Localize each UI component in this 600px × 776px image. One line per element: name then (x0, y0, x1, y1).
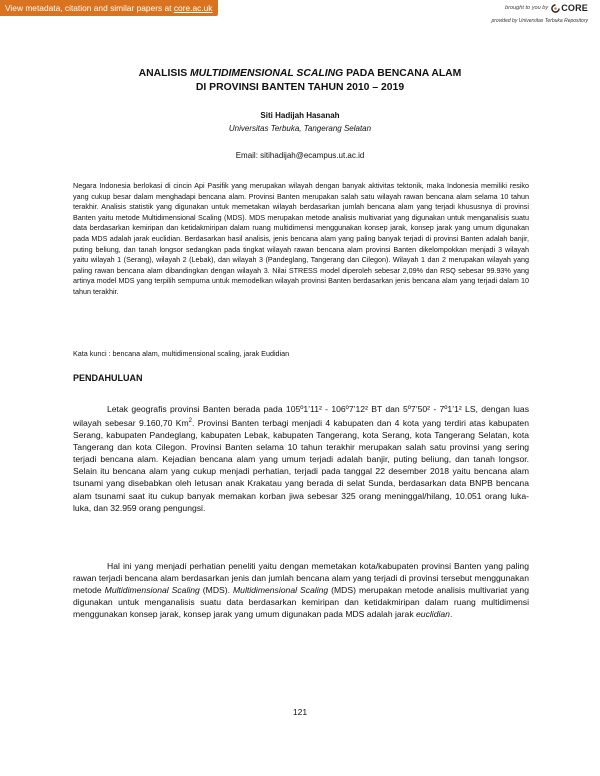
core-logo-icon (551, 4, 560, 13)
keywords: Kata kunci : bencana alam, multidimensional scaling, jarak Eudidian (73, 349, 290, 358)
core-brought-by[interactable] (505, 3, 588, 13)
author-affiliation: Universitas Terbuka, Tangerang Selatan (228, 124, 372, 133)
brought-by-label: brought to you by (504, 5, 549, 11)
section-heading: PENDAHULUAN (73, 373, 143, 383)
core-brand: CORE (561, 3, 588, 13)
core-banner (0, 0, 600, 24)
intro-paragraph-1: Letak geografis provinsi Banten berada pada 105º1’11² - 106º7’12² BT dan 5º7’50² - 7º1’1² LS, dengan luas wilayah sebesar 9.160,70 Km$^2$. Provinsi Banten terbagi menjadi 4 kabupaten dan 4 kota yang terdiri atas kabupaten Serang, kabupaten Pandeglang, kabupaten Lebak, kabupaten Tangerang, kota Serang, kota Tangerang Selatan, kota Tangerang dan kota Cilegon. Provinsi Banten selama 10 tahun terakhir merupakan salah satu provinsi yang sering terjadi bencana alam. Kejadian bencana alam yang umum terjadi adalah banjir, puting beliung, dan tanah longsor. Selain itu bencana alam yang cukup menjadi perhatian, terjadi pada tanggal 22 desember 2018 yaitu bencana alam tsunami yang disebabkan oleh letusan anak Krakatau yang berada di selat Sunda, berdasarkan data BNPB bencana alam tsunami saat itu cukup banyak memakan korban jiwa sebesar 325 orang meninggal/hilang, 10.051 orang luka-luka, dan 32.959 orang pengungsi. (73, 404, 529, 513)
paper-title: ANALISIS MULTIDIMENSIONAL SCALING PADA BENCANA ALAM DI PROVINSI BANTEN TAHUN 2010 – 2019 (138, 68, 462, 93)
provided-by[interactable]: provided by Universitas Terbuka Repository (491, 18, 588, 24)
author-name: Siti Hadijah Hasanah (260, 111, 340, 120)
core-metadata-link[interactable]: View metadata, citation and similar papers at core.ac.uk (0, 0, 218, 16)
abstract: Negara Indonesia berlokasi di cincin Api Pasifik yang merupakan wilayah dengan banyak aktivitas tektonik, maka Indonesia memiliki resiko yang cukup besar dalam menghadapi bencana alam. Provinsi Banten merupakan salah satu wilayah rawan bencana alam selama 10 tahun terakhir. Analisis statistik yang digunakan untuk memetakan wilayah berdasarkan jumlah bencana alam yang terjadi khususnya di provinsi Banten yaitu metode Multidimensional Scaling (MDS). MDS merupakan metode analisis multivariat yang digunakan untuk menganalisis suatu data berdasarkan kemiripan dan ketidakmiripan dalam ruang multidimensi menggunakan konsep jarak, konsep jarak yang umum digunakan pada MDS adalah jarak euclidian. Berdasarkan hasil analisis, jenis bencana alam yang paling banyak terjadi di provinsi Banten adalah banjir, puting beliung, dan tanah longsor sedangkan pada tingkat wilayah rawan bencana alam provinsi Banten dikelompokkan menjadi 3 wilayah yaitu wilayah 1 (Serang), wilayah 2 (Lebak), dan wilayah 3 (Pandeglang, Tangerang dan Cilegon). Wilayah 1 dan 2 merupakan wilayah yang paling rawan bencana alam dibandingkan dengan wilayah 3. Nilai STRESS model diperoleh sebesar 2,09% dan RSQ sebesar 99.93% yang artinya model MDS yang terpilih sempurna untuk memodelkan wilayah provinsi Banten berdasarkan jenis bencana alam yang terjadi dalam 10 tahun terakhir. (73, 181, 529, 296)
intro-paragraph-2: Hal ini yang menjadi perhatian peneliti yaitu dengan memetakan kota/kabupaten provinsi Banten yang paling rawan terjadi bencana alam berdasarkan jenis dan jumlah bencana alam yang terjadi di provinsi tersebut menggunakan metode Multidimensional Scaling (MDS). Multidimensional Scaling (MDS) merupakan metode analisis multivariat yang digunakan untuk menganalisis suatu data berdasarkan kemiripan dan ketidakmiripan dalam ruang multidimensi menggunakan konsep jarak, konsep jarak yang umum digunakan pada MDS adalah jarak euclidian. (73, 561, 529, 620)
author-email: Email: sitihadijah@ecampus.ut.ac.id (235, 151, 365, 160)
core-site-link[interactable]: core.ac.uk (173, 3, 213, 13)
core-logo[interactable] (551, 3, 588, 13)
page-number: 121 (292, 707, 308, 717)
